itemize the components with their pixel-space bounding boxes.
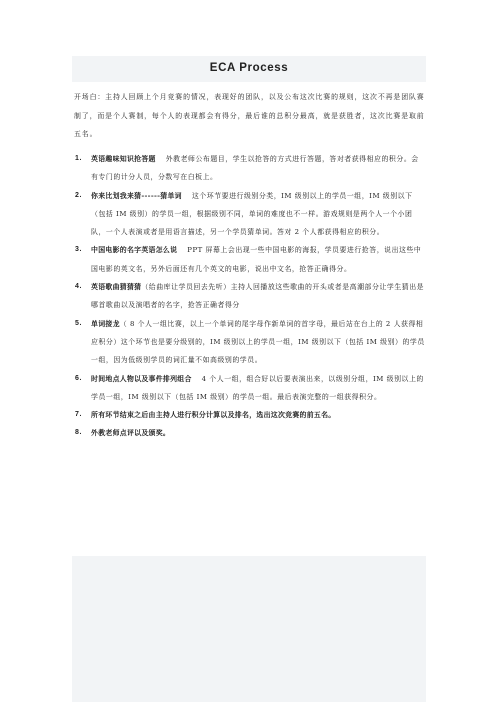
item-heading: 英语趣味知识抢答题 (91, 155, 156, 163)
list-item (74, 424, 426, 442)
item-heading: 所有环节结束之后由主持人进行积分计算以及排名，选出这次竞赛的前五名。 (91, 411, 336, 420)
item-number: 7. (75, 411, 82, 419)
item-number: 6. (75, 374, 82, 382)
item-number: 2. (75, 191, 82, 199)
item-heading: 英语歌曲猜猜猜 (91, 283, 142, 292)
item-number: 4. (75, 283, 82, 291)
intro-paragraph: 开场白：主持人回顾上个月竞赛的情况，表现好的团队，以及公布这次比赛的规则，这次不再是团队赛制了，而是个人赛制，每个人的表现都会有得分，最后谁的总积分最高，就是获胜者，这次比赛是取前五名。 (74, 93, 425, 139)
item-heading: 时间地点人物以及事件排列组合 (91, 374, 192, 383)
item-text: （给曲库让学员回去先听）主持人回播放这些歌曲的开头或者是高潮部分让学生猜出是哪首歌曲以及演唱者的名字，抢答正确者得分 (91, 283, 425, 310)
list-item (74, 187, 426, 242)
list-item (74, 150, 426, 187)
item-text: PPT 屏幕上会出现一些中国电影的海报，学员要进行抢答，说出这些中国电影的英文名，另外后面还有几个英文的电影，说出中文名，抢答正确得分。 (91, 246, 422, 273)
list-item (74, 241, 426, 278)
list-item (74, 406, 426, 424)
item-number: 5. (75, 319, 82, 327)
item-heading: 中国电影的名字英语怎么说 (91, 246, 178, 255)
list-item (74, 370, 426, 407)
list-item (74, 278, 426, 315)
item-heading: 单词接龙 (91, 319, 120, 328)
footer-band (72, 556, 426, 702)
item-text: 外教老师公布题目，学生以抢答的方式进行答题，答对者获得相应的积分。会有专门的计分人员，分数写在白板上。 (91, 155, 419, 182)
item-heading: 外教老师点评以及颁奖。 (91, 429, 171, 438)
process-list (74, 150, 426, 443)
item-number: 3. (75, 246, 82, 254)
item-number: 8. (75, 429, 82, 437)
item-number: 1. (75, 155, 82, 162)
item-heading: 你来比划我来猜------猜单词 (91, 191, 182, 200)
item-text: （ 8 个人一组比赛，以上一个单词的尾字母作新单词的首字母，最后站在台上的 2 人获得相应积分）这个环节也是要分级别的，IM 级别以上的学员一组，IM 级别以下（包括 IM 级别）的学员一组，因为低级别学员的词汇量不如高级别的学员。 (91, 319, 425, 365)
document-title: ECA Process (209, 62, 289, 74)
item-text: 这个环节要进行级别分类，IM 级别以上的学员一组，IM 级别以下（包括 IM 级别）的学员一组，根据级别不同，单词的难度也不一样。游戏规则是两个人一个小团队，一个人表演或者是用语言描述，另一个学员猜单词。答对 2 个人都获得相应的积分。 (91, 191, 413, 237)
item-text: 4 个人一组，组合好以后要表演出来，以级别分组，IM 级别以上的学员一组，IM 级别以下（包括 IM 级别）的学员一组。最后表演完整的一组获得积分。 (91, 374, 424, 401)
list-item (74, 315, 426, 370)
